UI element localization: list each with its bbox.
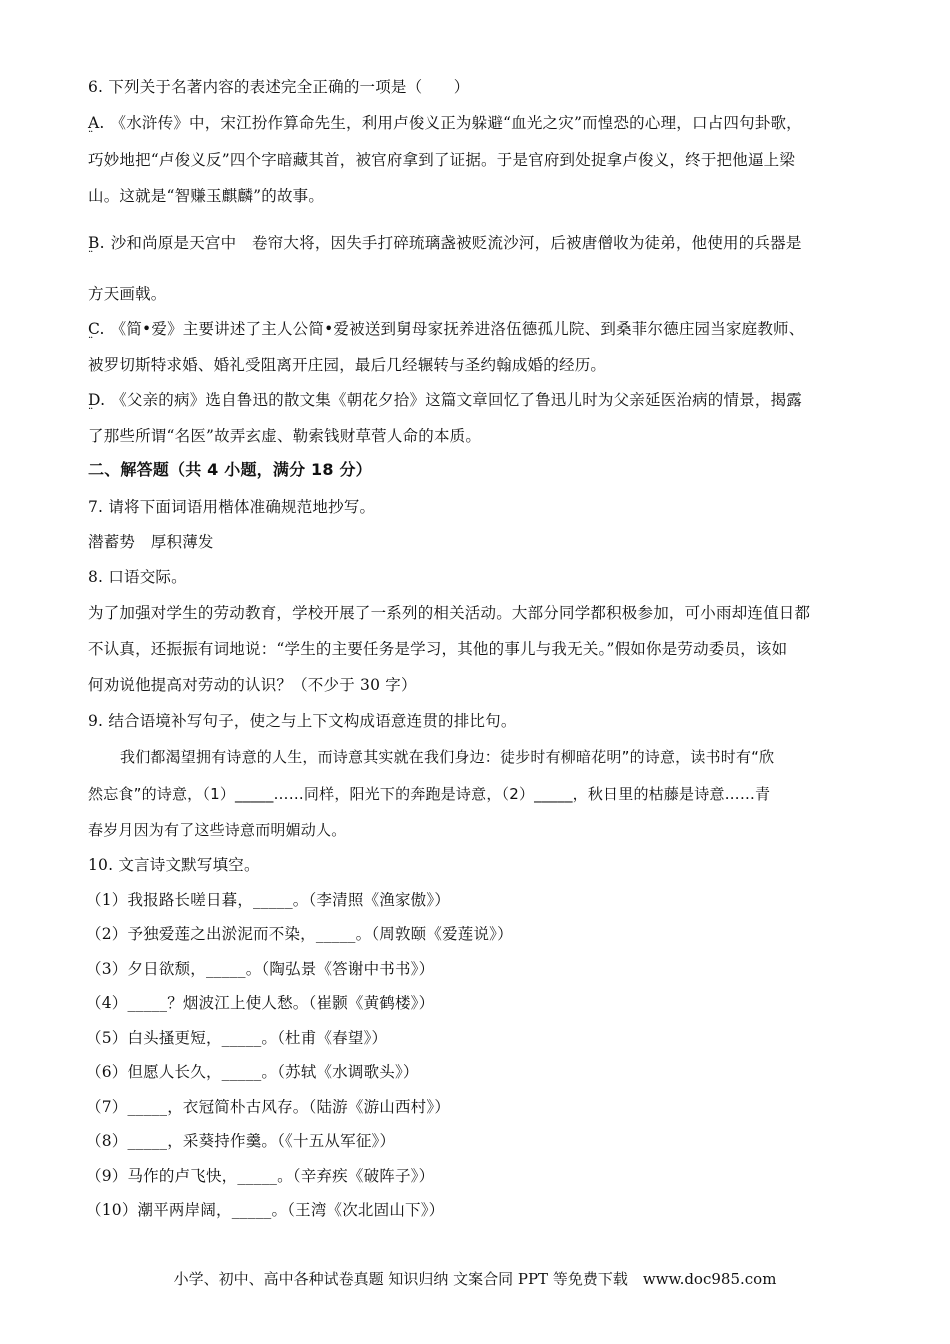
option-c-letter: C. ·· <box>88 318 105 340</box>
option-c-text: 《简•爱》主要讲述了主人公简•爱被送到舅母家抚养进洛伍德孤儿院、到桑菲尔德庄园当家庭教师、 <box>110 320 805 338</box>
q7-stem: 7. 请将下面词语用楷体准确规范地抄写。 <box>88 498 376 516</box>
option-d-text: 《父亲的病》选自鲁迅的散文集《朝花夕拾》这篇文章回忆了鲁迅儿时为父亲延医治病的情景，揭露 <box>111 391 803 409</box>
q8-line3: 何劝说他提高对劳动的认识？（不少于 30 字） <box>88 676 417 694</box>
option-b-text: 沙和尚原是天宫中 卷帘大将，因失手打碎琉璃盏被贬流沙河，后被唐僧收为徒弟，他使用的兵器是 <box>110 234 802 252</box>
q9-passage-line1: 我们都渴望拥有诗意的人生，而诗意其实就在我们身边：徒步时有柳暗花明”的诗意，读书时有“欣 <box>120 748 775 766</box>
q10-item-7: （7）_____，衣冠简朴古风存。（陆游《游山西村》） <box>86 1098 451 1116</box>
q9-passage-line2: 然忘食”的诗意，（1）_____……同样，阳光下的奔跑是诗意，（2）_____，秋日里的枯藤是诗意……青 <box>88 785 771 803</box>
q6-option-b-line1 <box>88 232 868 254</box>
q10-item-8: （8）_____，采葵持作羹。（《十五从军征》） <box>86 1132 396 1150</box>
q6-option-a-line2: 巧妙地把“卢俊义反”四个字暗藏其首，被官府拿到了证据。于是官府到处捉拿卢俊义，终于把他逼上梁 <box>88 151 796 169</box>
q7-words: 潜蓄势 厚积薄发 <box>88 533 214 551</box>
q6-option-d-line1 <box>88 389 868 411</box>
q6-option-a-line3: 山。这就是“智赚玉麒麟”的故事。 <box>88 187 325 205</box>
q6-stem: 6. 下列关于名著内容的表述完全正确的一项是（ ） <box>88 78 470 96</box>
option-b-letter: B. ·· <box>88 232 105 254</box>
q10-stem: 10. 文言诗文默写填空。 <box>88 856 260 874</box>
q9-passage-line3: 春岁月因为有了这些诗意而明媚动人。 <box>88 821 347 839</box>
q6-option-c-line1 <box>88 318 868 340</box>
option-d-letter: D. ·· <box>88 389 105 411</box>
q10-item-10: （10）潮平两岸阔，_____。（王湾《次北固山下》） <box>86 1201 445 1219</box>
q8-line2: 不认真，还振振有词地说：“学生的主要任务是学习，其他的事儿与我无关。”假如你是劳动委员，该如 <box>88 640 788 658</box>
q10-item-5: （5）白头搔更短，_____。（杜甫《春望》） <box>86 1029 388 1047</box>
option-a-letter: A. ·· <box>88 112 105 134</box>
q10-item-9: （9）马作的卢飞快，_____。（辛弃疾《破阵子》） <box>86 1167 435 1185</box>
q6-option-a-line1 <box>88 112 868 134</box>
q6-option-b-line2: 方天画戟。 <box>88 285 167 303</box>
q6-option-c-line2: 被罗切斯特求婚、婚礼受阻离开庄园，最后几经辗转与圣约翰成婚的经历。 <box>88 356 607 374</box>
q10-item-2: （2）予独爱莲之出淤泥而不染，_____。（周敦颐《爱莲说》） <box>86 925 513 943</box>
footer-download-link[interactable]: 小学、初中、高中各种试卷真题 知识归纳 文案合同 PPT 等免费下载 www.doc985.com <box>173 1270 777 1288</box>
q10-item-4: （4）_____？烟波江上使人愁。（崔颢《黄鹤楼》） <box>86 994 435 1012</box>
q10-item-6: （6）但愿人长久，_____。（苏轼《水调歌头》） <box>86 1063 419 1081</box>
q10-item-3: （3）夕日欲颓，_____。（陶弘景《答谢中书书》） <box>86 960 435 978</box>
section-2-heading: 二、解答题（共 4 小题，满分 18 分） <box>88 460 372 479</box>
option-a-text: 《水浒传》中，宋江扮作算命先生，利用卢俊义正为躲避“血光之灾”而惶恐的心理，口占四句卦歌， <box>110 114 802 132</box>
q10-item-1: （1）我报路长嗟日暮，_____。（李清照《渔家傲》） <box>86 891 451 909</box>
q8-line1: 为了加强对学生的劳动教育，学校开展了一系列的相关活动。大部分同学都积极参加，可小雨却连值日都 <box>88 604 811 622</box>
q8-stem: 8. 口语交际。 <box>88 568 187 586</box>
q6-option-d-line2: 了那些所谓“名医”故弄玄虚、勒索钱财草菅人命的本质。 <box>88 427 482 445</box>
q9-stem: 9. 结合语境补写句子，使之与上下文构成语意连贯的排比句。 <box>88 712 517 730</box>
